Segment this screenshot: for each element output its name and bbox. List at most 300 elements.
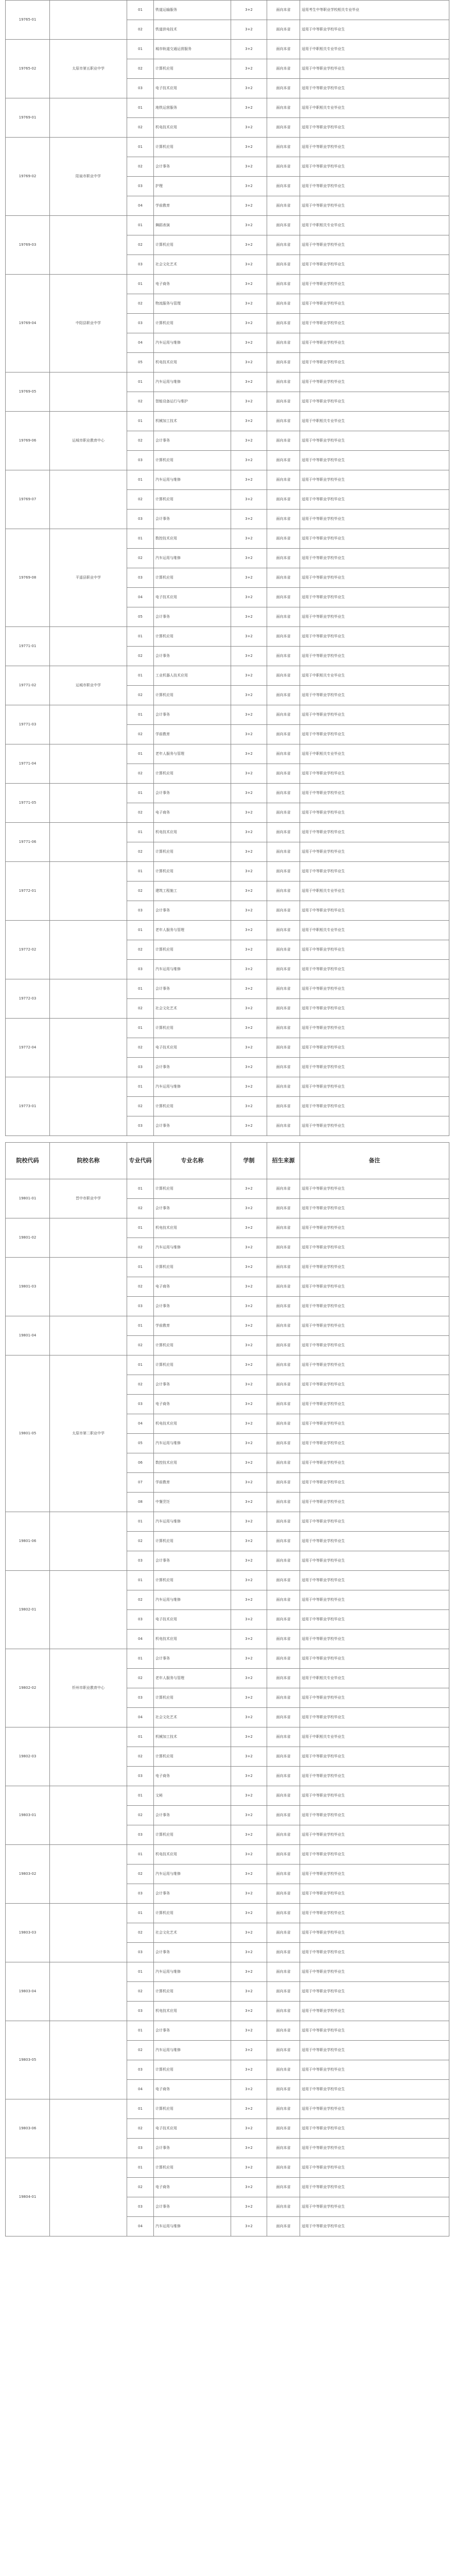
remarks-cell: 适用于中等职业学校毕业生 (300, 275, 449, 294)
school-code-cell: 19802-03 (6, 1727, 50, 1786)
header-school-code: 院校代码 (6, 1143, 50, 1179)
major-name-cell: 会计事务 (154, 979, 231, 999)
source-cell: 面向本省 (267, 647, 300, 666)
source-cell: 面向本省 (267, 2002, 300, 2021)
remarks-cell: 适用于中等职业学校毕业生 (300, 979, 449, 999)
major-name-cell: 会计事务 (154, 1943, 231, 1962)
table-row (6, 705, 449, 725)
major-code-cell: 02 (127, 490, 154, 510)
remarks-cell: 适用于中等职业学校毕业生 (300, 1865, 449, 1884)
school-name-cell: 忻州市职业教育中心 (50, 1649, 127, 1727)
duration-cell: 3+2 (231, 1316, 267, 1336)
admission-table-part-2 (5, 1142, 449, 2236)
major-code-cell: 01 (127, 2021, 154, 2041)
school-code-cell: 19771-05 (6, 784, 50, 823)
major-code-cell: 02 (127, 2041, 154, 2060)
duration-cell: 3+2 (231, 59, 267, 79)
remarks-cell: 适用于中等职业学校毕业生 (300, 1649, 449, 1669)
header-remarks: 备注 (300, 1143, 449, 1179)
table-row (6, 138, 449, 157)
source-cell: 面向本省 (267, 2197, 300, 2217)
duration-cell: 3+2 (231, 960, 267, 979)
major-code-cell: 03 (127, 451, 154, 470)
major-code-cell: 02 (127, 1806, 154, 1825)
duration-cell: 3+2 (231, 2021, 267, 2041)
table-row (6, 1962, 449, 1982)
header-duration: 学制 (231, 1143, 267, 1179)
remarks-cell: 适用于中职相关专业毕业生 (300, 98, 449, 118)
remarks-cell: 适用于中等职业学校毕业生 (300, 1375, 449, 1395)
source-cell: 面向本省 (267, 1038, 300, 1058)
remarks-cell: 适用于中等职业学校毕业生 (300, 2080, 449, 2099)
major-code-cell: 03 (127, 1116, 154, 1136)
school-name-cell (50, 1571, 127, 1649)
table-row (6, 627, 449, 647)
source-cell: 面向本省 (267, 1179, 300, 1199)
school-code-cell: 19803-03 (6, 1904, 50, 1962)
source-cell: 面向本省 (267, 686, 300, 705)
remarks-cell: 适用于中等职业学校毕业生 (300, 510, 449, 529)
duration-cell: 3+2 (231, 2217, 267, 2236)
major-code-cell: 02 (127, 2119, 154, 2139)
school-code-cell: 19771-02 (6, 666, 50, 705)
major-name-cell: 电子技术应用 (154, 1610, 231, 1630)
remarks-cell: 适用于中职相关专业毕业生 (300, 412, 449, 431)
header-major-name: 专业名称 (154, 1143, 231, 1179)
duration-cell: 3+2 (231, 979, 267, 999)
source-cell: 面向本省 (267, 1199, 300, 1218)
major-code-cell: 03 (127, 1551, 154, 1571)
duration-cell: 3+2 (231, 1571, 267, 1590)
remarks-cell: 适用于中等职业学校毕业生 (300, 1590, 449, 1610)
remarks-cell: 适用于中等职业学校毕业生 (300, 549, 449, 568)
duration-cell: 3+2 (231, 138, 267, 157)
major-name-cell: 会计事务 (154, 2197, 231, 2217)
source-cell: 面向本省 (267, 842, 300, 862)
source-cell: 面向本省 (267, 177, 300, 196)
major-code-cell: 03 (127, 177, 154, 196)
remarks-cell: 适用于中等职业学校毕业生 (300, 1453, 449, 1473)
source-cell: 面向本省 (267, 1865, 300, 1884)
major-code-cell: 04 (127, 1414, 154, 1434)
school-name-cell (50, 705, 127, 744)
remarks-cell: 适用于中等职业学校毕业生 (300, 177, 449, 196)
major-name-cell: 计算机应用 (154, 686, 231, 705)
duration-cell: 3+2 (231, 1395, 267, 1414)
source-cell: 面向本省 (267, 1786, 300, 1806)
source-cell: 面向本省 (267, 1355, 300, 1375)
major-code-cell: 01 (127, 2099, 154, 2119)
school-name-cell (50, 98, 127, 138)
source-cell: 面向本省 (267, 823, 300, 842)
duration-cell: 3+2 (231, 216, 267, 235)
table-row (6, 2158, 449, 2178)
duration-cell: 3+2 (231, 1649, 267, 1669)
major-name-cell: 计算机应用 (154, 1982, 231, 2002)
major-name-cell: 学前教育 (154, 1316, 231, 1336)
duration-cell: 3+2 (231, 196, 267, 216)
school-name-cell (50, 1727, 127, 1786)
school-code-cell: 19769-06 (6, 412, 50, 470)
major-code-cell: 03 (127, 568, 154, 588)
remarks-cell: 适用于中等职业学校毕业生 (300, 1258, 449, 1277)
school-code-cell: 19771-03 (6, 705, 50, 744)
major-code-cell: 05 (127, 353, 154, 372)
major-name-cell: 机电技术应用 (154, 1630, 231, 1649)
major-name-cell: 汽车运用与维修 (154, 1865, 231, 1884)
school-code-cell: 19803-06 (6, 2099, 50, 2158)
major-name-cell: 计算机应用 (154, 451, 231, 470)
remarks-cell: 适用于中等职业学校毕业生 (300, 823, 449, 842)
school-code-cell: 19772-03 (6, 979, 50, 1019)
major-code-cell: 05 (127, 1434, 154, 1453)
remarks-cell: 适用于中等职业学校毕业生 (300, 1179, 449, 1199)
admission-table-part-1 (5, 0, 449, 1136)
major-name-cell: 数控技术应用 (154, 1453, 231, 1473)
major-name-cell: 中餐烹饪 (154, 1493, 231, 1512)
remarks-cell: 适用于中等职业学校毕业生 (300, 2158, 449, 2178)
source-cell: 面向本省 (267, 1571, 300, 1590)
source-cell: 面向本省 (267, 1825, 300, 1845)
remarks-cell: 适用于中等职业学校毕业生 (300, 1336, 449, 1355)
school-name-cell (50, 2158, 127, 2236)
table-body-part-1 (6, 1, 449, 1136)
major-name-cell: 计算机应用 (154, 138, 231, 157)
major-name-cell: 建筑工程施工 (154, 882, 231, 901)
source-cell: 面向本省 (267, 940, 300, 960)
duration-cell: 3+2 (231, 1727, 267, 1747)
duration-cell: 3+2 (231, 353, 267, 372)
source-cell: 面向本省 (267, 1630, 300, 1649)
major-code-cell: 04 (127, 2080, 154, 2099)
source-cell: 面向本省 (267, 294, 300, 314)
major-code-cell: 01 (127, 705, 154, 725)
major-name-cell: 计算机应用 (154, 764, 231, 784)
source-cell: 面向本省 (267, 1923, 300, 1943)
table-row (6, 1218, 449, 1238)
duration-cell: 3+2 (231, 79, 267, 98)
duration-cell: 3+2 (231, 999, 267, 1019)
remarks-cell: 适用于中等职业学校毕业生 (300, 1962, 449, 1982)
source-cell: 面向本省 (267, 1512, 300, 1532)
major-code-cell: 01 (127, 1179, 154, 1199)
source-cell: 面向本省 (267, 1218, 300, 1238)
major-name-cell: 计算机应用 (154, 940, 231, 960)
remarks-cell: 适用于中等职业学校毕业生 (300, 1532, 449, 1551)
source-cell: 面向本省 (267, 549, 300, 568)
duration-cell: 3+2 (231, 2041, 267, 2060)
remarks-cell: 适用于中等职业学校毕业生 (300, 960, 449, 979)
source-cell: 面向本省 (267, 470, 300, 490)
major-name-cell: 会计事务 (154, 1806, 231, 1825)
major-code-cell: 04 (127, 1630, 154, 1649)
major-code-cell: 02 (127, 294, 154, 314)
duration-cell: 3+2 (231, 1179, 267, 1199)
duration-cell: 3+2 (231, 177, 267, 196)
duration-cell: 3+2 (231, 1767, 267, 1786)
major-name-cell: 计算机应用 (154, 842, 231, 862)
source-cell: 面向本省 (267, 333, 300, 353)
remarks-cell: 适用于中等职业学校毕业生 (300, 1904, 449, 1923)
major-name-cell: 机械加工技术 (154, 412, 231, 431)
remarks-cell: 适用于中等职业学校毕业生 (300, 372, 449, 392)
duration-cell: 3+2 (231, 2060, 267, 2080)
remarks-cell: 适用于中等职业学校毕业生 (300, 1316, 449, 1336)
major-name-cell: 学前教育 (154, 1473, 231, 1493)
major-name-cell: 计算机应用 (154, 1336, 231, 1355)
major-name-cell: 物流服务与管理 (154, 294, 231, 314)
source-cell: 面向本省 (267, 1238, 300, 1258)
major-code-cell: 01 (127, 275, 154, 294)
major-code-cell: 02 (127, 392, 154, 412)
duration-cell: 3+2 (231, 725, 267, 744)
school-name-cell (50, 627, 127, 666)
remarks-cell: 适用于中等职业学校毕业生 (300, 647, 449, 666)
major-code-cell: 02 (127, 1199, 154, 1218)
source-cell: 面向本省 (267, 1649, 300, 1669)
major-name-cell: 会计事务 (154, 2139, 231, 2158)
remarks-cell: 适用于中等职业学校毕业生 (300, 1395, 449, 1414)
school-code-cell: 19773-01 (6, 1077, 50, 1136)
table-row (6, 666, 449, 686)
school-name-cell (50, 1, 127, 40)
major-code-cell: 02 (127, 1590, 154, 1610)
remarks-cell: 适用于中等职业学校毕业生 (300, 2002, 449, 2021)
remarks-cell: 适用于中等职业学校毕业生 (300, 2041, 449, 2060)
major-code-cell: 02 (127, 803, 154, 823)
source-cell: 面向本省 (267, 2041, 300, 2060)
source-cell: 面向本省 (267, 921, 300, 940)
major-name-cell: 电子商务 (154, 1767, 231, 1786)
duration-cell: 3+2 (231, 1277, 267, 1297)
duration-cell: 3+2 (231, 1551, 267, 1571)
duration-cell: 3+2 (231, 20, 267, 40)
table-row (6, 98, 449, 118)
table-row (6, 1904, 449, 1923)
remarks-cell: 适用于中等职业学校毕业生 (300, 1512, 449, 1532)
remarks-cell: 适用于中等职业学校毕业生 (300, 1097, 449, 1116)
duration-cell: 3+2 (231, 529, 267, 549)
major-name-cell: 机电技术应用 (154, 118, 231, 138)
source-cell: 面向本省 (267, 882, 300, 901)
source-cell: 面向本省 (267, 1747, 300, 1767)
source-cell: 面向本省 (267, 1097, 300, 1116)
major-code-cell: 01 (127, 2158, 154, 2178)
duration-cell: 3+2 (231, 2099, 267, 2119)
major-code-cell: 01 (127, 1316, 154, 1336)
remarks-cell: 适用于中等职业学校毕业生 (300, 138, 449, 157)
remarks-cell: 适用于中等职业学校毕业生 (300, 2217, 449, 2236)
table-header-row (6, 1143, 449, 1179)
source-cell: 面向本省 (267, 1962, 300, 1982)
school-name-cell: 运城市职业教育中心 (50, 412, 127, 470)
source-cell: 面向本省 (267, 2139, 300, 2158)
major-code-cell: 02 (127, 1336, 154, 1355)
major-name-cell: 汽车运用与维修 (154, 549, 231, 568)
major-code-cell: 02 (127, 647, 154, 666)
duration-cell: 3+2 (231, 1453, 267, 1473)
major-code-cell: 05 (127, 607, 154, 627)
major-name-cell: 计算机应用 (154, 862, 231, 882)
major-name-cell: 会计事务 (154, 1116, 231, 1136)
duration-cell: 3+2 (231, 1747, 267, 1767)
source-cell: 面向本省 (267, 2080, 300, 2099)
major-code-cell: 01 (127, 823, 154, 842)
table-row (6, 1179, 449, 1199)
school-name-cell: 中阳县职业中学 (50, 275, 127, 372)
remarks-cell: 适用于中等职业学校毕业生 (300, 1493, 449, 1512)
major-name-cell: 计算机应用 (154, 568, 231, 588)
major-name-cell: 会计事务 (154, 1058, 231, 1077)
major-code-cell: 01 (127, 529, 154, 549)
source-cell: 面向本省 (267, 1688, 300, 1708)
major-code-cell: 03 (127, 2139, 154, 2158)
major-code-cell: 03 (127, 314, 154, 333)
school-code-cell: 19803-02 (6, 1845, 50, 1904)
major-name-cell: 会计事务 (154, 157, 231, 177)
duration-cell: 3+2 (231, 607, 267, 627)
major-code-cell: 02 (127, 1375, 154, 1395)
school-code-cell: 19801-05 (6, 1355, 50, 1512)
major-code-cell: 03 (127, 1767, 154, 1786)
major-code-cell: 04 (127, 333, 154, 353)
major-name-cell: 舞蹈表演 (154, 216, 231, 235)
source-cell: 面向本省 (267, 1434, 300, 1453)
source-cell: 面向本省 (267, 1297, 300, 1316)
major-code-cell: 03 (127, 1688, 154, 1708)
major-name-cell: 会计事务 (154, 431, 231, 451)
source-cell: 面向本省 (267, 353, 300, 372)
major-name-cell: 学前教育 (154, 196, 231, 216)
remarks-cell: 适用于中等职业学校毕业生 (300, 392, 449, 412)
duration-cell: 3+2 (231, 2080, 267, 2099)
major-name-cell: 电子技术应用 (154, 2119, 231, 2139)
remarks-cell: 适用于中等职业学校毕业生 (300, 20, 449, 40)
remarks-cell: 适用于中等职业学校毕业生 (300, 314, 449, 333)
major-code-cell: 01 (127, 372, 154, 392)
school-name-cell: 太原市第五职业中学 (50, 40, 127, 98)
duration-cell: 3+2 (231, 1355, 267, 1375)
duration-cell: 3+2 (231, 1669, 267, 1688)
remarks-cell: 适用于中等职业学校毕业生 (300, 1414, 449, 1434)
remarks-cell: 适用于中等职业学校毕业生 (300, 1708, 449, 1727)
table-row (6, 823, 449, 842)
duration-cell: 3+2 (231, 1590, 267, 1610)
table-row (6, 1, 449, 20)
major-name-cell: 电子技术应用 (154, 1038, 231, 1058)
duration-cell: 3+2 (231, 314, 267, 333)
source-cell: 面向本省 (267, 235, 300, 255)
source-cell: 面向本省 (267, 1767, 300, 1786)
source-cell: 面向本省 (267, 1845, 300, 1865)
major-name-cell: 计算机应用 (154, 1355, 231, 1375)
source-cell: 面向本省 (267, 588, 300, 607)
table-row (6, 1571, 449, 1590)
duration-cell: 3+2 (231, 470, 267, 490)
major-code-cell: 02 (127, 1669, 154, 1688)
major-name-cell: 会计事务 (154, 901, 231, 921)
major-code-cell: 02 (127, 1982, 154, 2002)
remarks-cell: 适用于中等职业学校毕业生 (300, 529, 449, 549)
remarks-cell: 适用于中等职业学校毕业生 (300, 901, 449, 921)
duration-cell: 3+2 (231, 1434, 267, 1453)
source-cell: 面向本省 (267, 490, 300, 510)
major-code-cell: 02 (127, 549, 154, 568)
duration-cell: 3+2 (231, 627, 267, 647)
major-name-cell: 计算机应用 (154, 1097, 231, 1116)
major-name-cell: 汽车运用与维修 (154, 1238, 231, 1258)
duration-cell: 3+2 (231, 333, 267, 353)
source-cell: 面向本省 (267, 275, 300, 294)
source-cell: 面向本省 (267, 98, 300, 118)
duration-cell: 3+2 (231, 588, 267, 607)
major-name-cell: 老年人服务与管理 (154, 921, 231, 940)
duration-cell: 3+2 (231, 40, 267, 59)
duration-cell: 3+2 (231, 1904, 267, 1923)
remarks-cell: 适用于中等职业学校毕业生 (300, 842, 449, 862)
source-cell: 面向本省 (267, 1277, 300, 1297)
remarks-cell: 适用于中等职业学校毕业生 (300, 1806, 449, 1825)
remarks-cell: 适用于中等职业学校毕业生 (300, 1019, 449, 1038)
duration-cell: 3+2 (231, 882, 267, 901)
major-name-cell: 计算机应用 (154, 2099, 231, 2119)
major-code-cell: 02 (127, 431, 154, 451)
school-code-cell: 19801-01 (6, 1179, 50, 1218)
major-code-cell: 01 (127, 216, 154, 235)
major-name-cell: 汽车运用与维修 (154, 1962, 231, 1982)
school-name-cell (50, 470, 127, 529)
school-name-cell: 平遥县职业中学 (50, 529, 127, 627)
source-cell: 面向本省 (267, 118, 300, 138)
duration-cell: 3+2 (231, 1982, 267, 2002)
source-cell: 面向本省 (267, 1904, 300, 1923)
major-name-cell: 计算机应用 (154, 1747, 231, 1767)
school-name-cell: 太原市第二职业中学 (50, 1355, 127, 1512)
major-code-cell: 04 (127, 196, 154, 216)
major-code-cell: 07 (127, 1473, 154, 1493)
duration-cell: 3+2 (231, 784, 267, 803)
table-row (6, 1258, 449, 1277)
major-code-cell: 01 (127, 979, 154, 999)
source-cell: 面向本省 (267, 2060, 300, 2080)
major-code-cell: 02 (127, 59, 154, 79)
source-cell: 面向本省 (267, 510, 300, 529)
remarks-cell: 适用于中等职业学校毕业生 (300, 1077, 449, 1097)
major-code-cell: 02 (127, 157, 154, 177)
major-code-cell: 02 (127, 1747, 154, 1767)
duration-cell: 3+2 (231, 1058, 267, 1077)
major-name-cell: 计算机应用 (154, 1688, 231, 1708)
major-code-cell: 02 (127, 2178, 154, 2197)
remarks-cell: 适用于中等职业学校毕业生 (300, 2060, 449, 2080)
source-cell: 面向本省 (267, 1077, 300, 1097)
duration-cell: 3+2 (231, 1199, 267, 1218)
duration-cell: 3+2 (231, 1077, 267, 1097)
school-code-cell: 19765-01 (6, 1, 50, 40)
major-code-cell: 02 (127, 118, 154, 138)
major-code-cell: 03 (127, 1884, 154, 1904)
duration-cell: 3+2 (231, 1019, 267, 1038)
remarks-cell: 适用于中等职业学校毕业生 (300, 1571, 449, 1590)
table-row (6, 372, 449, 392)
table-row (6, 1786, 449, 1806)
major-code-cell: 03 (127, 1395, 154, 1414)
major-name-cell: 机电技术应用 (154, 1414, 231, 1434)
source-cell: 面向本省 (267, 1590, 300, 1610)
duration-cell: 3+2 (231, 568, 267, 588)
school-code-cell: 19769-07 (6, 470, 50, 529)
major-name-cell: 电子技术应用 (154, 79, 231, 98)
